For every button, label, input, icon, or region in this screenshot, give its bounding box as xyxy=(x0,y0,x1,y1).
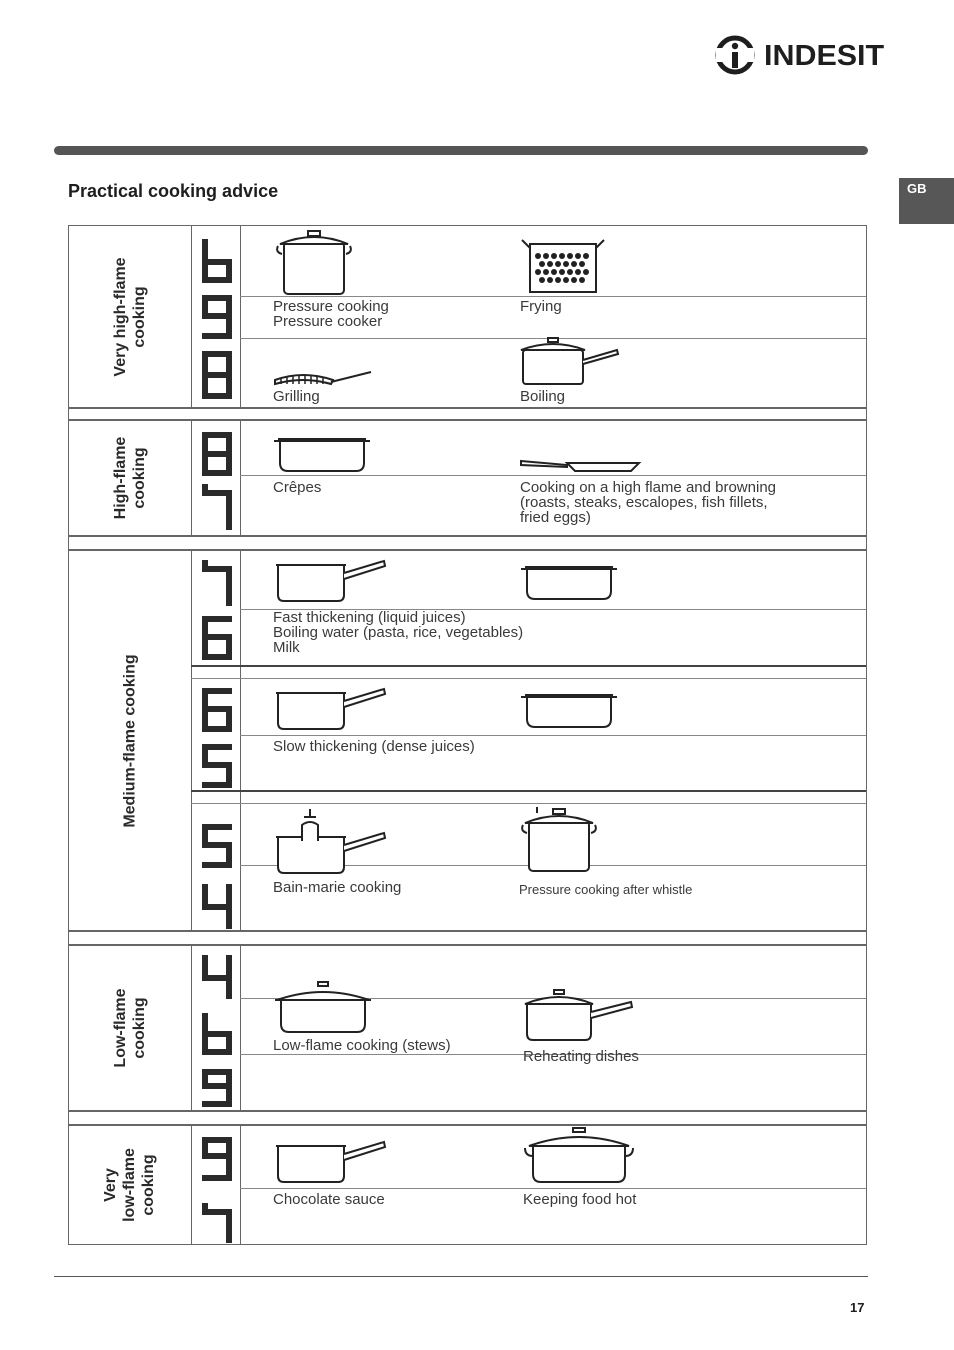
band-spacer xyxy=(68,536,867,550)
label-crepes: Crêpes xyxy=(273,479,322,496)
page-number: 17 xyxy=(850,1300,865,1315)
label-boiling: Boiling xyxy=(520,388,566,405)
band-label: High-flame cooking xyxy=(111,436,148,520)
header-bar xyxy=(54,146,868,155)
frying-pan-icon xyxy=(519,457,643,475)
section-title: Practical cooking advice xyxy=(68,181,279,201)
saucepan-icon xyxy=(274,1140,388,1184)
flame-digits xyxy=(199,952,235,1110)
saucepan-icon xyxy=(274,559,388,603)
label-slow-thickening: Slow thickening (dense juices) xyxy=(273,738,475,755)
saucepan-icon xyxy=(274,687,388,731)
flame-digits xyxy=(199,1132,235,1244)
flame-levels xyxy=(191,1126,241,1244)
pressure-cooker-icon xyxy=(519,805,603,875)
label-keeping-hot: Keeping food hot xyxy=(523,1191,637,1208)
flame-digits xyxy=(199,429,235,533)
band-high-flame xyxy=(68,420,867,536)
crepe-pan-icon xyxy=(272,433,372,475)
casserole-icon xyxy=(519,689,619,731)
language-tab xyxy=(899,178,954,224)
band-low-flame xyxy=(68,945,867,1111)
band-very-high-flame xyxy=(68,225,867,408)
label-pressure-after-whistle: Pressure cooking after whistle xyxy=(519,882,693,897)
band-label: Very low-flame cooking xyxy=(102,1148,158,1222)
band-spacer xyxy=(68,1111,867,1125)
boiling-pot-icon xyxy=(519,336,625,388)
label-reheating: Reheating dishes xyxy=(523,1048,639,1065)
label-frying: Frying xyxy=(520,298,562,315)
band-medium-flame xyxy=(68,550,867,931)
language-tab-label: GB xyxy=(907,181,927,196)
casserole-icon xyxy=(519,561,619,603)
label-fast-thickening: Fast thickening (liquid juices) Boiling water (pasta, rice, vegetables) Milk xyxy=(273,609,524,656)
label-grilling: Grilling xyxy=(273,388,320,405)
bain-marie-icon xyxy=(274,807,388,875)
flame-levels xyxy=(191,551,241,930)
band-label: Low-flame cooking xyxy=(111,988,148,1068)
indesit-logo-icon xyxy=(714,34,762,76)
band-label: Medium-flame cooking xyxy=(121,653,139,828)
flame-levels xyxy=(191,421,241,535)
keeping-hot-pot-icon xyxy=(523,1126,635,1186)
flame-digits xyxy=(199,236,235,404)
frying-basket-icon xyxy=(520,238,606,296)
grill-pan-icon xyxy=(273,362,379,388)
band-label: Very high-flame cooking xyxy=(111,256,148,377)
brand-name: INDESIT xyxy=(764,40,885,72)
label-high-flame-browning: Cooking on a high flame and browning (roasts, steaks, escalopes, fish fillets, fried eggs) xyxy=(520,479,777,526)
label-bain-marie: Bain-marie cooking xyxy=(273,879,402,896)
label-pressure-cooking: Pressure cooking Pressure cooker xyxy=(273,298,389,330)
band-very-low-flame xyxy=(68,1125,867,1245)
flame-digits xyxy=(199,557,235,929)
flame-levels xyxy=(191,226,241,407)
footer-rule xyxy=(54,1276,868,1277)
band-spacer xyxy=(68,931,867,945)
label-low-flame-stews: Low-flame cooking (stews) xyxy=(273,1037,451,1054)
reheating-pot-icon xyxy=(523,988,635,1042)
band-spacer xyxy=(68,408,867,420)
label-chocolate-sauce: Chocolate sauce xyxy=(273,1191,385,1208)
stew-pot-icon xyxy=(273,980,373,1034)
flame-levels xyxy=(191,946,241,1110)
pressure-cooker-icon xyxy=(274,228,354,298)
indesit-logo xyxy=(714,34,885,76)
